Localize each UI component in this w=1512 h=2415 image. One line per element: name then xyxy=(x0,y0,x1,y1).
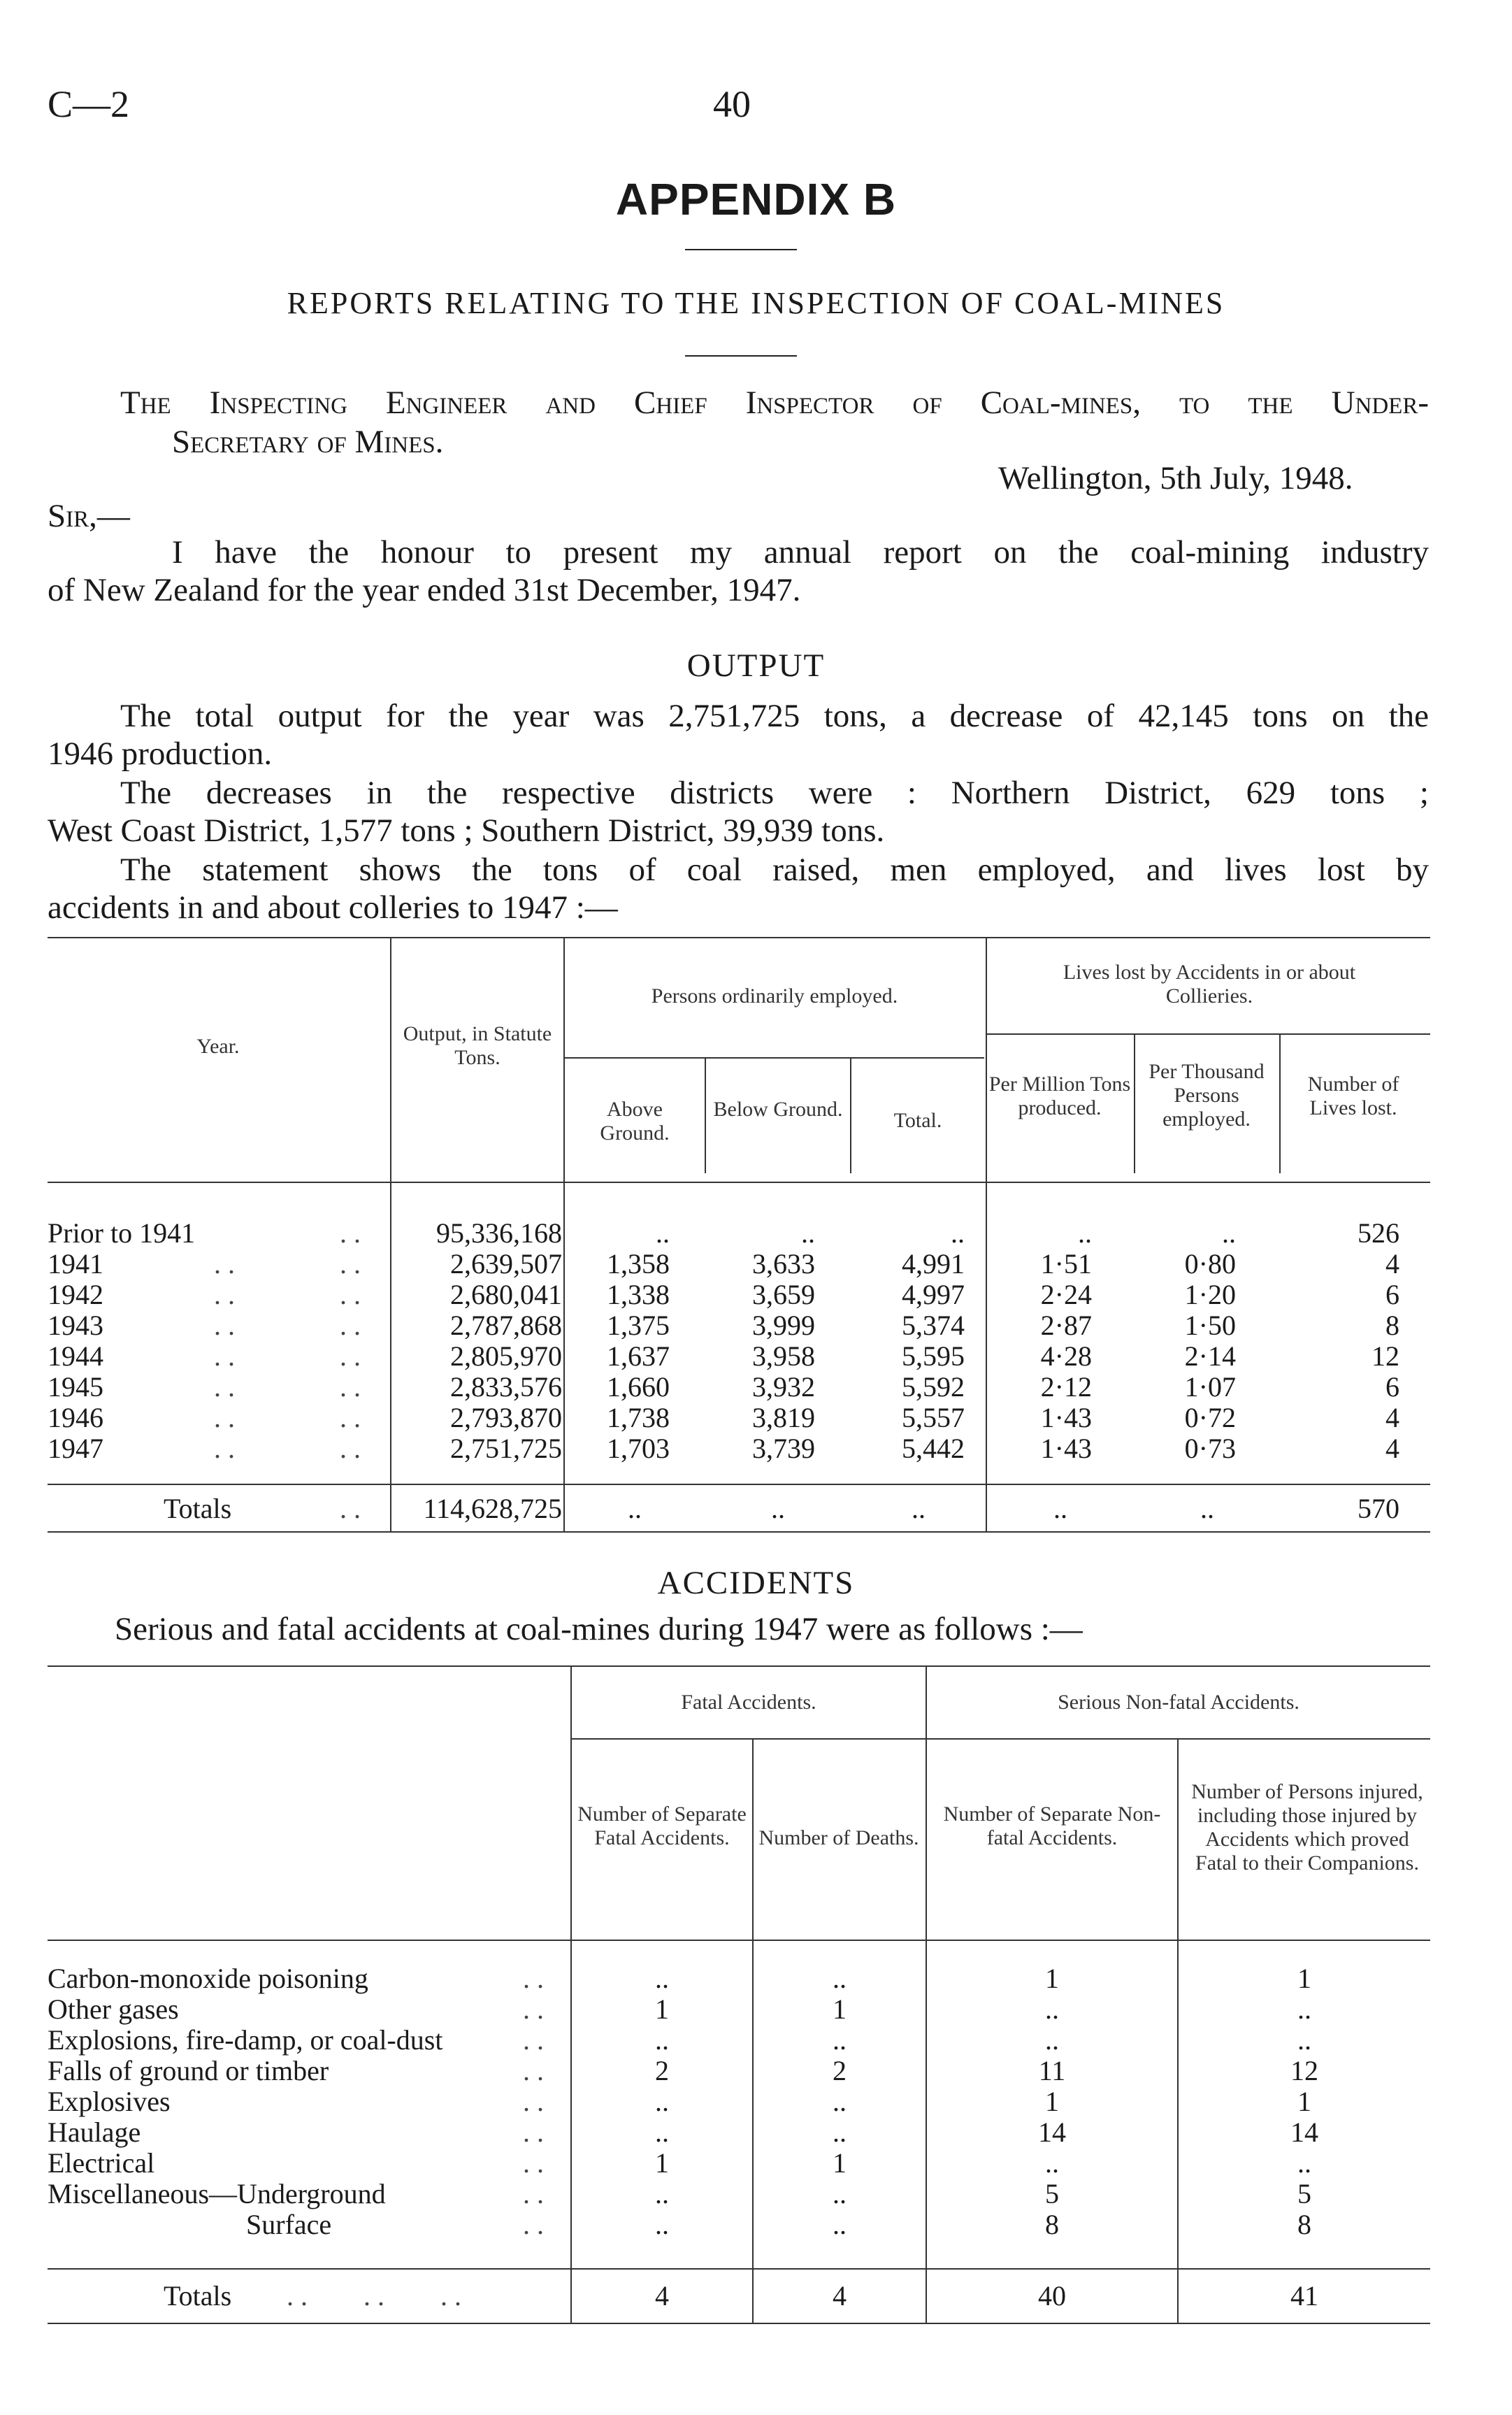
row-per-million: 2·24 xyxy=(1040,1279,1092,1310)
row-lives: 4 xyxy=(1385,1433,1399,1464)
title-divider xyxy=(685,249,797,250)
col-header-total: Total. xyxy=(893,1109,942,1132)
row-below: 3,739 xyxy=(752,1433,815,1464)
row-deaths: .. xyxy=(833,2178,847,2209)
table-row xyxy=(0,2148,1512,2179)
row-total: .. xyxy=(951,1217,965,1249)
row-fatal: .. xyxy=(655,2178,669,2209)
output-p3-line-1: The statement shows the tons of coal raised, men employed, and lives lost by xyxy=(120,852,1429,888)
leader-dots: . . xyxy=(523,2024,544,2056)
row-total: 5,557 xyxy=(902,1402,965,1433)
intro-line-2: of New Zealand for the year ended 31st December, 1947. xyxy=(48,572,801,608)
acc-totals-injured: 41 xyxy=(1290,2280,1318,2312)
row-per-thousand: 0·73 xyxy=(1184,1433,1236,1464)
row-lives: 4 xyxy=(1385,1248,1399,1280)
row-year: 1941 xyxy=(48,1248,103,1280)
acc-totals-nonfatal: 40 xyxy=(1038,2280,1066,2312)
col-header-output: Output, in Statute Tons. xyxy=(403,1022,552,1069)
row-cause: Surface xyxy=(246,2209,332,2240)
document-code: C—2 xyxy=(48,83,130,125)
leader-dots: . . xyxy=(523,2178,544,2209)
col-header-deaths: Number of Deaths. xyxy=(758,1826,919,1849)
output-p1-line-2: 1946 production. xyxy=(48,736,273,772)
leader-dots: . . xyxy=(214,1310,235,1341)
leader-dots: . . xyxy=(523,1963,544,1994)
row-deaths: .. xyxy=(833,1963,847,1994)
acc-totals-fatal: 4 xyxy=(655,2280,669,2312)
row-below: .. xyxy=(801,1217,815,1249)
acc-totals-deaths: 4 xyxy=(833,2280,847,2312)
row-above: .. xyxy=(656,1217,670,1249)
leader-dots: . . xyxy=(214,1371,235,1403)
row-fatal: 1 xyxy=(655,1993,669,2025)
leader-dots: . . xyxy=(214,1279,235,1310)
col-header-below: Below Ground. xyxy=(713,1098,843,1121)
row-nonfatal: 11 xyxy=(1038,2055,1066,2086)
row-below: 3,999 xyxy=(752,1310,815,1341)
row-lives: 6 xyxy=(1385,1279,1399,1310)
leader-dots: . . xyxy=(340,1279,361,1310)
table-row xyxy=(0,1341,1512,1372)
accidents-intro: Serious and fatal accidents at coal-mines during 1947 were as follows :— xyxy=(115,1611,1083,1647)
table-row xyxy=(0,2179,1512,2209)
row-nonfatal: .. xyxy=(1045,1993,1059,2025)
row-below: 3,958 xyxy=(752,1340,815,1372)
leader-dots: . . xyxy=(340,1433,361,1464)
row-year: 1946 xyxy=(48,1402,103,1433)
row-per-thousand: 0·72 xyxy=(1184,1402,1236,1433)
output-heading: OUTPUT xyxy=(686,647,826,684)
row-fatal: .. xyxy=(655,2116,669,2148)
row-above: 1,660 xyxy=(607,1371,670,1403)
row-output: 2,833,576 xyxy=(450,1371,562,1403)
col-header-per-million: Per Million Tons produced. xyxy=(988,1073,1131,1119)
totals-per-thousand: .. xyxy=(1200,1493,1214,1524)
row-above: 1,375 xyxy=(607,1310,670,1341)
row-nonfatal: 1 xyxy=(1045,2086,1059,2117)
row-cause: Other gases xyxy=(48,1993,179,2025)
table-row xyxy=(0,1433,1512,1464)
row-per-million: .. xyxy=(1078,1217,1092,1249)
leader-dots: . . xyxy=(340,1371,361,1403)
appendix-title: APPENDIX B xyxy=(615,174,897,224)
row-per-million: 1·43 xyxy=(1040,1402,1092,1433)
row-per-million: 2·87 xyxy=(1040,1310,1092,1341)
report-subtitle: REPORTS RELATING TO THE INSPECTION OF COAL-MINES xyxy=(287,286,1225,320)
col-header-lives: Lives lost by Accidents in or about Collieries. xyxy=(1063,961,1356,1008)
leader-dots: . . xyxy=(340,1248,361,1280)
row-per-thousand: 1·07 xyxy=(1184,1371,1236,1403)
row-injured: .. xyxy=(1297,2147,1311,2179)
row-nonfatal: .. xyxy=(1045,2147,1059,2179)
table-row xyxy=(0,1963,1512,1994)
row-deaths: .. xyxy=(833,2209,847,2240)
row-total: 4,997 xyxy=(902,1279,965,1310)
col-header-persons: Persons ordinarily employed. xyxy=(651,984,898,1008)
intro-line-1: I have the honour to present my annual report on the coal-mining industry xyxy=(172,534,1429,571)
row-cause: Carbon-monoxide poisoning xyxy=(48,1963,368,1994)
row-injured: 5 xyxy=(1297,2178,1311,2209)
col-header-per-thousand: Per Thousand Persons employed. xyxy=(1149,1060,1265,1131)
page-number: 40 xyxy=(713,83,751,125)
col-header-serious: Serious Non-fatal Accidents. xyxy=(1058,1691,1299,1714)
totals-total: .. xyxy=(912,1493,926,1524)
row-year: Prior to 1941 xyxy=(48,1217,196,1249)
row-fatal: .. xyxy=(655,2209,669,2240)
row-per-million: 2·12 xyxy=(1040,1371,1092,1403)
row-output: 2,787,868 xyxy=(450,1310,562,1341)
row-output: 2,680,041 xyxy=(450,1279,562,1310)
row-per-million: 1·43 xyxy=(1040,1433,1092,1464)
row-fatal: .. xyxy=(655,2086,669,2117)
row-year: 1945 xyxy=(48,1371,103,1403)
row-below: 3,633 xyxy=(752,1248,815,1280)
row-nonfatal: 5 xyxy=(1045,2178,1059,2209)
output-p2-line-1: The decreases in the respective districts were : Northern District, 629 tons ; xyxy=(120,775,1429,811)
row-fatal: 1 xyxy=(655,2147,669,2179)
row-total: 5,595 xyxy=(902,1340,965,1372)
table-row xyxy=(0,2117,1512,2148)
row-per-million: 1·51 xyxy=(1040,1248,1092,1280)
totals-label: Totals xyxy=(164,1493,232,1524)
row-below: 3,932 xyxy=(752,1371,815,1403)
col-header-above: Above Ground. xyxy=(600,1098,670,1145)
row-deaths: 1 xyxy=(833,1993,847,2025)
acc-totals-label: Totals xyxy=(164,2280,232,2312)
row-total: 5,592 xyxy=(902,1371,965,1403)
row-above: 1,637 xyxy=(607,1340,670,1372)
accidents-totals-row xyxy=(0,2281,1512,2312)
dateline: Wellington, 5th July, 1948. xyxy=(998,460,1353,496)
leader-dots: . . xyxy=(214,1340,235,1372)
row-cause: Haulage xyxy=(48,2116,141,2148)
row-lives: 8 xyxy=(1385,1310,1399,1341)
row-injured: .. xyxy=(1297,2024,1311,2056)
row-per-thousand: 1·50 xyxy=(1184,1310,1236,1341)
leader-dots: . . . . . . xyxy=(287,2280,461,2312)
table-row xyxy=(0,1994,1512,2025)
col-header-fatal-separate: Number of Separate Fatal Accidents. xyxy=(577,1803,747,1849)
row-nonfatal: 8 xyxy=(1045,2209,1059,2240)
row-per-thousand: .. xyxy=(1222,1217,1236,1249)
row-above: 1,703 xyxy=(607,1433,670,1464)
row-fatal: .. xyxy=(655,2024,669,2056)
row-lives: 12 xyxy=(1371,1340,1399,1372)
leader-dots: . . xyxy=(523,2116,544,2148)
totals-above: .. xyxy=(628,1493,642,1524)
row-year: 1942 xyxy=(48,1279,103,1310)
row-deaths: .. xyxy=(833,2024,847,2056)
row-year: 1947 xyxy=(48,1433,103,1464)
leader-dots: . . xyxy=(340,1402,361,1433)
row-total: 4,991 xyxy=(902,1248,965,1280)
row-cause: Electrical xyxy=(48,2147,155,2179)
output-p3-line-2: accidents in and about colleries to 1947 :— xyxy=(48,889,618,926)
subtitle-divider xyxy=(685,355,797,357)
leader-dots: . . xyxy=(340,1493,361,1524)
table-row xyxy=(0,1310,1512,1341)
table-row xyxy=(0,2209,1512,2240)
leader-dots: . . xyxy=(340,1217,361,1249)
row-injured: 14 xyxy=(1290,2116,1318,2148)
row-per-thousand: 1·20 xyxy=(1184,1279,1236,1310)
row-fatal: 2 xyxy=(655,2055,669,2086)
totals-per-million: .. xyxy=(1053,1493,1067,1524)
leader-dots: . . xyxy=(523,2147,544,2179)
row-deaths: 2 xyxy=(833,2055,847,2086)
table-row xyxy=(0,2025,1512,2056)
row-deaths: 1 xyxy=(833,2147,847,2179)
row-injured: .. xyxy=(1297,1993,1311,2025)
leader-dots: . . xyxy=(523,1993,544,2025)
row-cause: Explosives xyxy=(48,2086,171,2117)
row-output: 2,793,870 xyxy=(450,1402,562,1433)
table-row xyxy=(0,1218,1512,1249)
output-p1-line-1: The total output for the year was 2,751,725 tons, a decrease of 42,145 tons on the xyxy=(120,698,1429,734)
col-header-year: Year. xyxy=(196,1035,240,1058)
row-nonfatal: 1 xyxy=(1045,1963,1059,1994)
col-header-persons-injured: Number of Persons injured, including those injured by Accidents which proved Fatal to their Companions. xyxy=(1191,1780,1423,1875)
table-row xyxy=(0,1403,1512,1433)
row-total: 5,442 xyxy=(902,1433,965,1464)
row-deaths: .. xyxy=(833,2086,847,2117)
row-above: 1,358 xyxy=(607,1248,670,1280)
leader-dots: . . xyxy=(214,1248,235,1280)
row-nonfatal: .. xyxy=(1045,2024,1059,2056)
leader-dots: . . xyxy=(523,2055,544,2086)
table-row xyxy=(0,2056,1512,2086)
leader-dots: . . xyxy=(214,1402,235,1433)
row-injured: 12 xyxy=(1290,2055,1318,2086)
table-row xyxy=(0,1372,1512,1403)
row-cause: Falls of ground or timber xyxy=(48,2055,329,2086)
table-row xyxy=(0,1280,1512,1310)
col-header-number-lives: Number of Lives lost. xyxy=(1307,1073,1399,1119)
output-totals-row xyxy=(0,1493,1512,1524)
col-header-fatal: Fatal Accidents. xyxy=(681,1691,816,1714)
row-output: 2,639,507 xyxy=(450,1248,562,1280)
row-year: 1943 xyxy=(48,1310,103,1341)
row-deaths: .. xyxy=(833,2116,847,2148)
table-row xyxy=(0,2086,1512,2117)
row-above: 1,338 xyxy=(607,1279,670,1310)
row-lives: 6 xyxy=(1385,1371,1399,1403)
row-cause: Explosions, fire-damp, or coal-dust xyxy=(48,2024,443,2056)
row-total: 5,374 xyxy=(902,1310,965,1341)
row-output: 2,751,725 xyxy=(450,1433,562,1464)
addressee-line-1: The Inspecting Engineer and Chief Inspector of Coal-mines, to the Under- xyxy=(120,385,1429,421)
leader-dots: . . xyxy=(523,2086,544,2117)
row-injured: 1 xyxy=(1297,2086,1311,2117)
table-row xyxy=(0,1249,1512,1280)
row-injured: 8 xyxy=(1297,2209,1311,2240)
row-per-thousand: 2·14 xyxy=(1184,1340,1236,1372)
row-below: 3,819 xyxy=(752,1402,815,1433)
row-injured: 1 xyxy=(1297,1963,1311,1994)
row-nonfatal: 14 xyxy=(1038,2116,1066,2148)
leader-dots: . . xyxy=(340,1310,361,1341)
accidents-heading: ACCIDENTS xyxy=(657,1565,855,1601)
row-lives: 526 xyxy=(1358,1217,1399,1249)
row-year: 1944 xyxy=(48,1340,103,1372)
row-below: 3,659 xyxy=(752,1279,815,1310)
row-lives: 4 xyxy=(1385,1402,1399,1433)
leader-dots: . . xyxy=(340,1340,361,1372)
row-output: 95,336,168 xyxy=(436,1217,562,1249)
totals-lives: 570 xyxy=(1358,1493,1399,1524)
totals-below: .. xyxy=(771,1493,785,1524)
row-fatal: .. xyxy=(655,1963,669,1994)
col-header-nonfatal-separate: Number of Separate Non-fatal Accidents. xyxy=(943,1803,1161,1849)
addressee-line-2: Secretary of Mines. xyxy=(172,424,444,460)
row-per-thousand: 0·80 xyxy=(1184,1248,1236,1280)
salutation: Sir,— xyxy=(48,498,130,534)
output-p2-line-2: West Coast District, 1,577 tons ; Southern District, 39,939 tons. xyxy=(48,812,885,849)
row-above: 1,738 xyxy=(607,1402,670,1433)
leader-dots: . . xyxy=(214,1433,235,1464)
row-output: 2,805,970 xyxy=(450,1340,562,1372)
totals-output: 114,628,725 xyxy=(423,1493,562,1524)
row-cause: Miscellaneous—Underground xyxy=(48,2178,386,2209)
row-per-million: 4·28 xyxy=(1040,1340,1092,1372)
leader-dots: . . xyxy=(523,2209,544,2240)
